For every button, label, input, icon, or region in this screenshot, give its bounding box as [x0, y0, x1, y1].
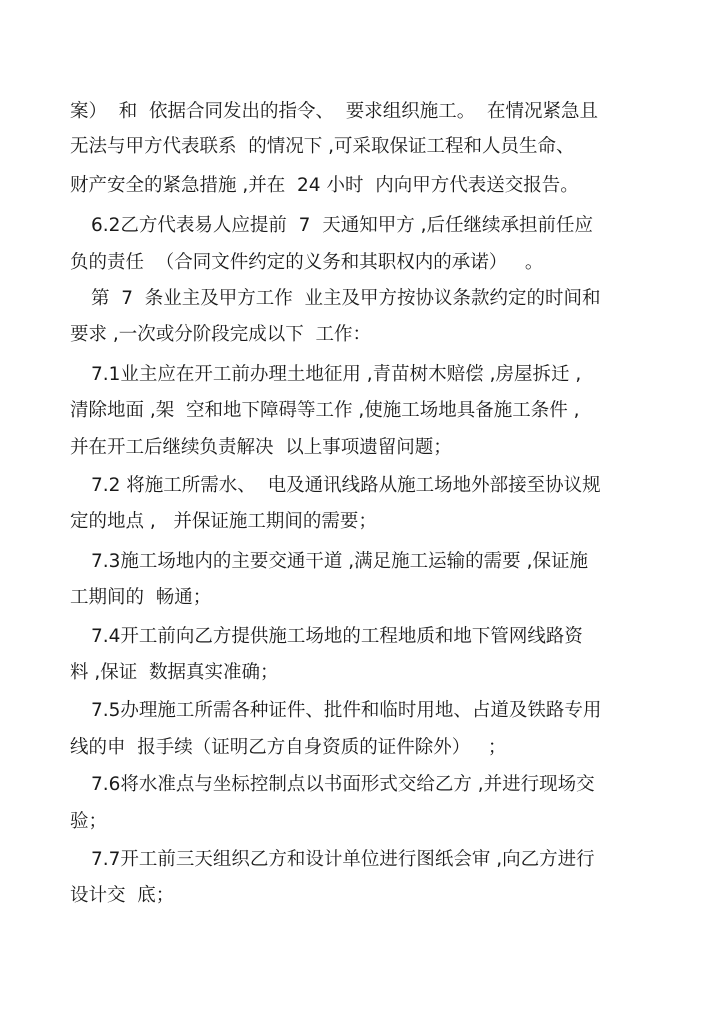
text-line: 线的申 报手续（证明乙方自身资质的证件除外） ；: [70, 737, 507, 758]
text-line: 验；: [70, 811, 108, 832]
text-line: 财产安全的紧急措施 ,并在 24 小时 内向甲方代表送交报告。: [70, 175, 579, 196]
text-line: 并在开工后继续负责解决 以上事项遗留问题；: [70, 437, 452, 458]
text-line: 7.4开工前向乙方提供施工场地的工程地质和地下管网线路资: [91, 626, 583, 647]
text-line: 清除地面 ,架 空和地下障碍等工作 ,使施工场地具备施工条件 ,: [70, 400, 580, 421]
text-line: 7.6将水准点与坐标控制点以书面形式交给乙方 ,并进行现场交: [91, 774, 595, 795]
text-line: 6.2乙方代表易人应提前 7 天通知甲方 ,后任继续承担前任应: [91, 215, 593, 236]
text-line: 7.7开工前三天组织乙方和设计单位进行图纸会审 ,向乙方进行: [91, 849, 595, 870]
text-line: 7.2 将施工所需水、 电及通讯线路从施工场地外部接至协议规: [91, 475, 601, 496]
text-line: 7.1业主应在开工前办理土地征用 ,青苗树木赔偿 ,房屋拆迁 ,: [91, 364, 582, 385]
text-line: 无法与甲方代表联系 的情况下 ,可采取保证工程和人员生命、: [70, 136, 575, 157]
text-line: 7.5办理施工所需各种证件、批件和临时用地、占道及铁路专用: [91, 700, 602, 721]
text-line: 7.3施工场地内的主要交通干道 ,满足施工运输的需要 ,保证施: [91, 551, 588, 572]
text-line: 负的责任 （合同文件约定的义务和其职权内的承诺） 。: [70, 252, 544, 273]
text-line: 设计交 底；: [70, 885, 175, 906]
text-line: 要求 ,一次或分阶段完成以下 工作：: [70, 324, 372, 345]
text-line: 案） 和 依据合同发出的指令、 要求组织施工。 在情况紧急且: [70, 101, 599, 122]
text-line: 料 ,保证 数据真实准确；: [70, 662, 279, 683]
text-line: 定的地点 , 并保证施工期间的需要；: [70, 511, 377, 532]
text-line: 第 7 条业主及甲方工作 业主及甲方按协议条款约定的时间和: [91, 288, 601, 309]
text-line: 工期间的 畅通；: [70, 587, 212, 608]
